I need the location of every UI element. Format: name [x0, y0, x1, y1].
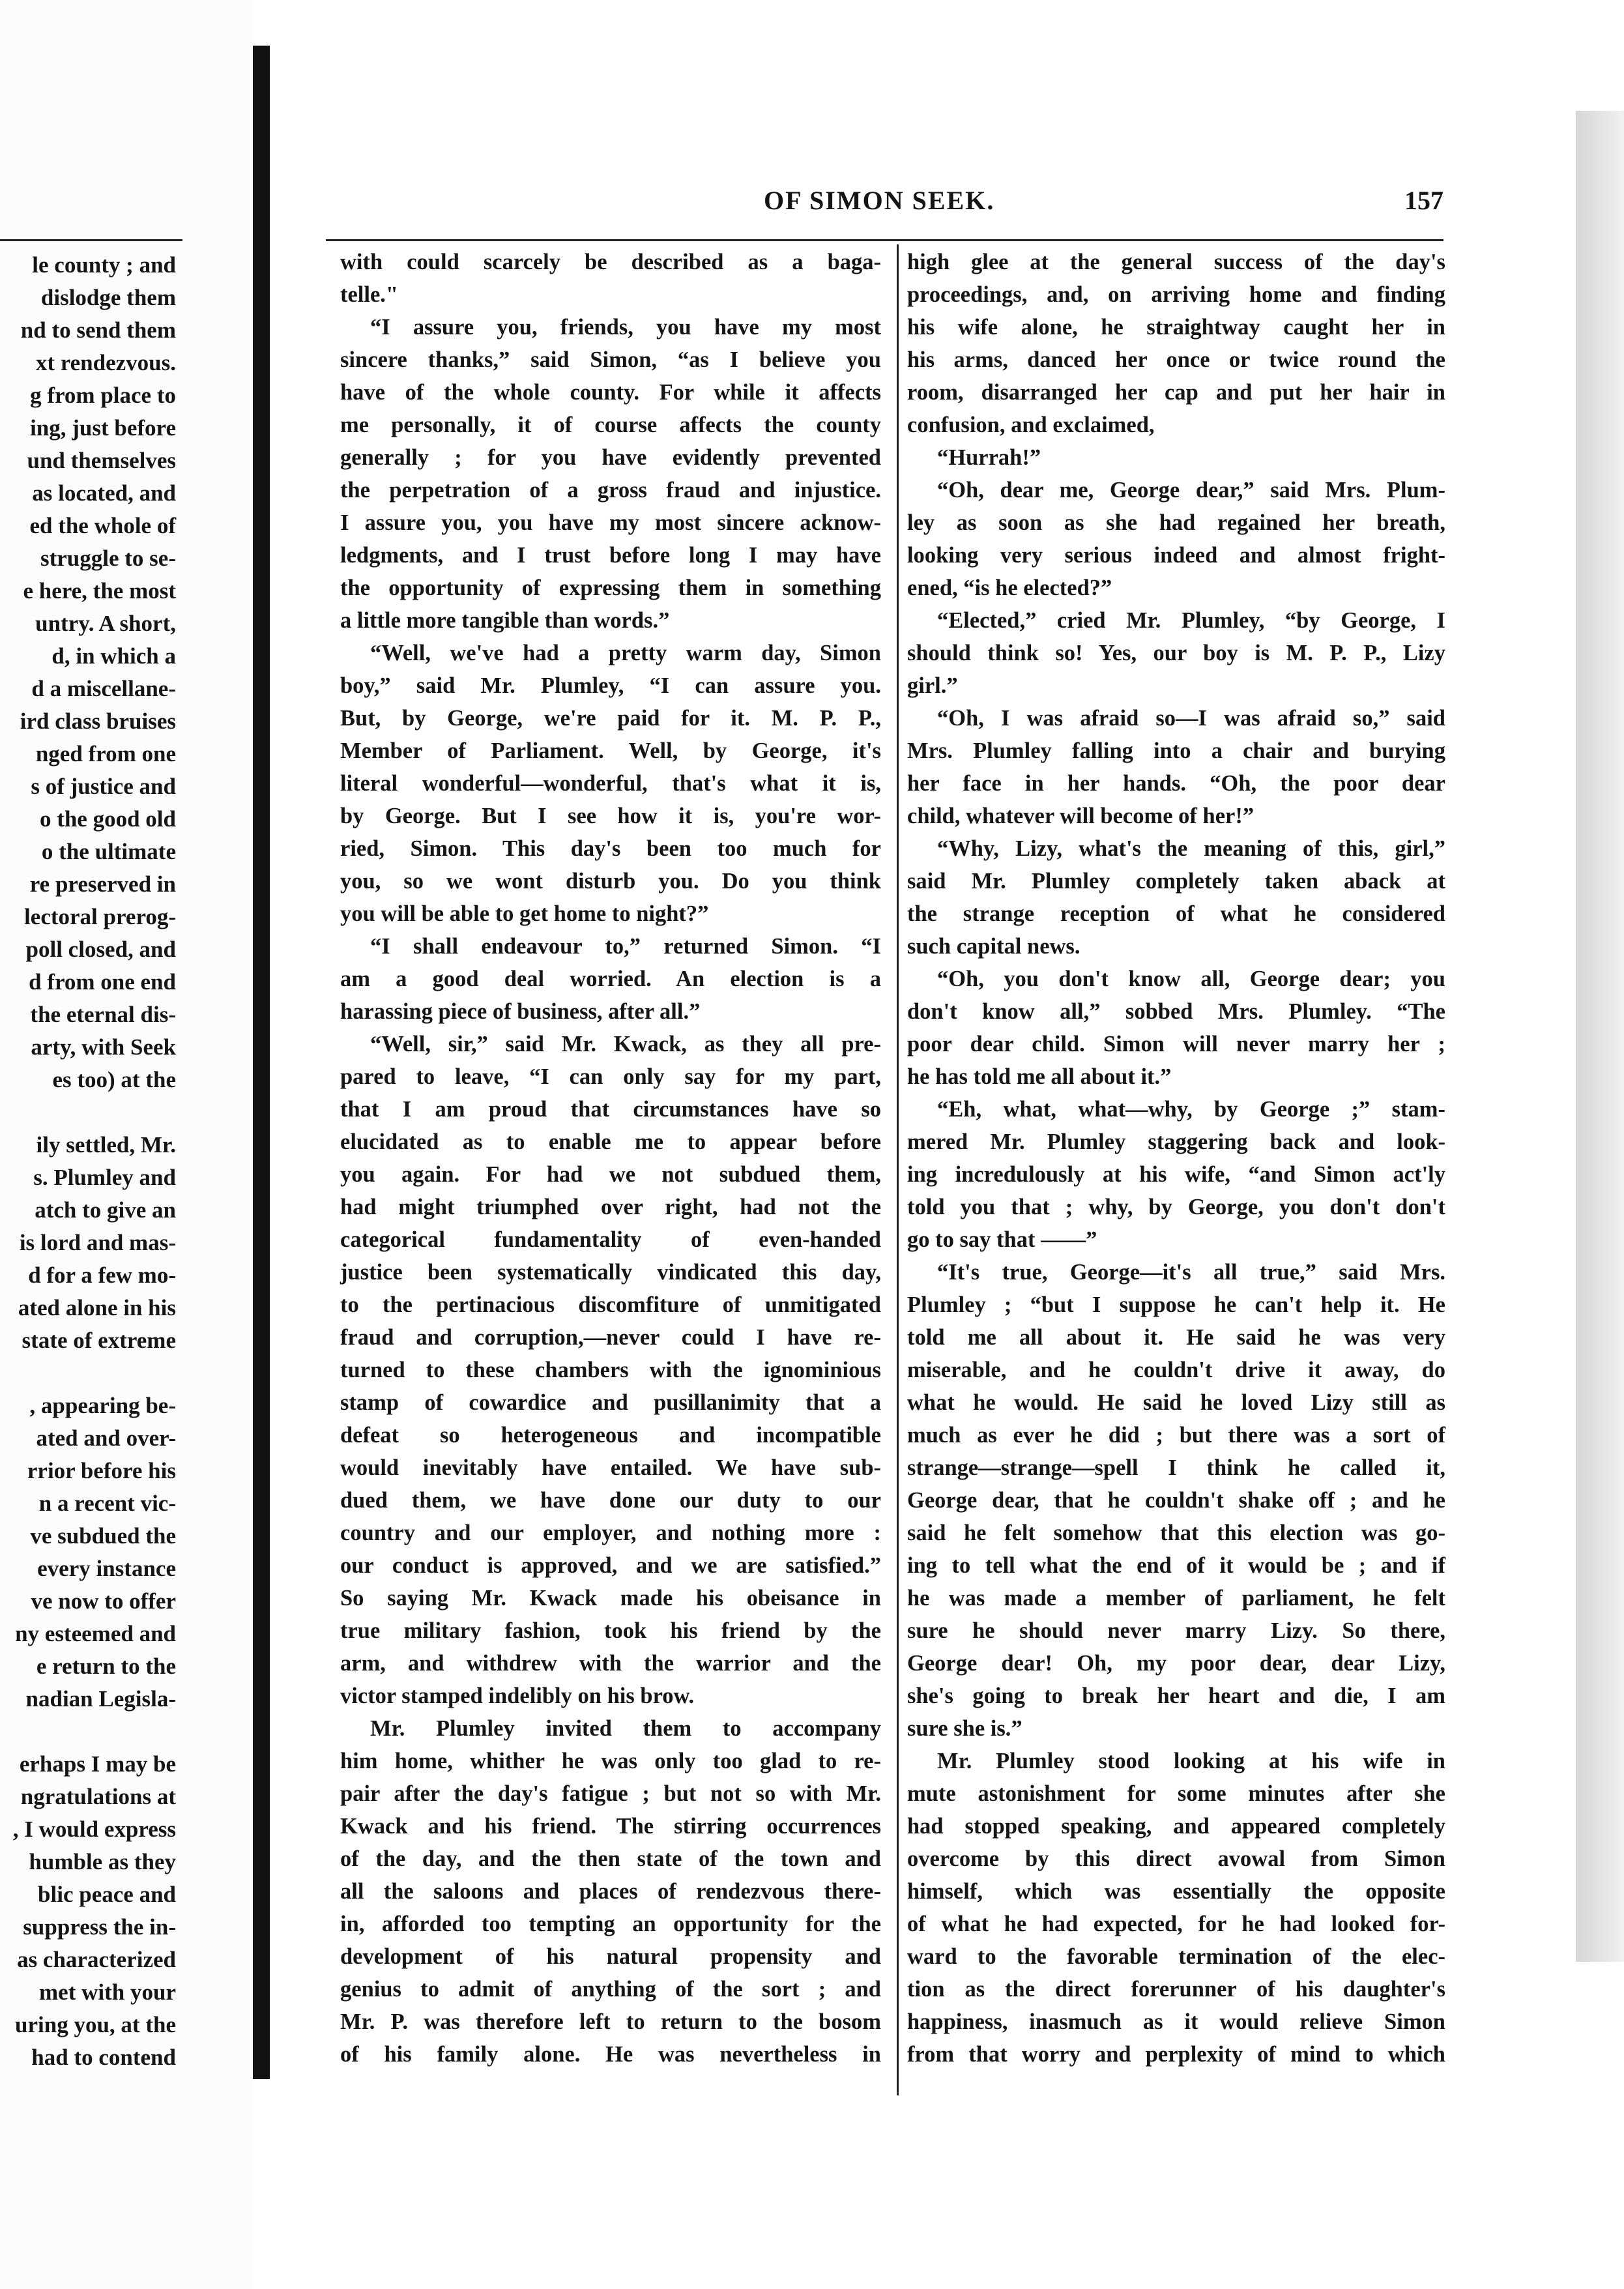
text-line: “Oh, dear me, George dear,” said Mrs. Plum- [937, 478, 1445, 503]
text-line: pared to leave, “I can only say for my part, [340, 1064, 881, 1089]
facing-page-line: nged from one [35, 741, 176, 766]
text-line: her face in her hands. “Oh, the poor dear [907, 771, 1445, 796]
text-line: genius to admit of anything of the sort ; and [340, 1977, 881, 2002]
facing-page-line: state of extreme [22, 1328, 176, 1353]
facing-page-line: d, in which a [51, 643, 176, 669]
text-line: true military fashion, took his friend by the [340, 1618, 881, 1643]
text-line: he was made a member of parliament, he felt [907, 1586, 1445, 1611]
text-line: room, disarranged her cap and put her hair in [907, 380, 1445, 405]
text-line: boy,” said Mr. Plumley, “I can assure you. [340, 673, 881, 698]
text-line: defeat so heterogeneous and incompatible [340, 1423, 881, 1448]
text-line: confusion, and exclaimed, [907, 413, 1155, 437]
column-divider [897, 244, 899, 2095]
page-edge-shadow [1576, 111, 1624, 1962]
text-line: country and our employer, and nothing more : [340, 1521, 881, 1545]
facing-page-line: d a miscellane- [31, 676, 176, 701]
facing-page-line: n a recent vic- [38, 1491, 176, 1516]
text-line: “It's true, George—it's all true,” said Mrs. [937, 1260, 1445, 1285]
text-line: a little more tangible than words.” [340, 608, 670, 633]
facing-page-rule [0, 239, 182, 241]
text-line: telle." [340, 282, 399, 307]
facing-page-line: ngratulations at [20, 1784, 176, 1809]
header-rule [326, 239, 1443, 241]
text-line: Member of Parliament. Well, by George, it's [340, 738, 881, 763]
text-line: by George. But I see how it is, you're wor- [340, 804, 881, 828]
text-line: pair after the day's fatigue ; but not so with Mr. [340, 1781, 881, 1806]
text-line: me personally, it of course affects the county [340, 413, 881, 437]
facing-page-line: ily settled, Mr. [36, 1132, 176, 1158]
facing-page-line: ve subdued the [30, 1523, 176, 1549]
text-line: said Mr. Plumley completely taken aback at [907, 869, 1445, 894]
facing-page-line: is lord and mas- [19, 1230, 176, 1255]
facing-page-line: had to contend [31, 2045, 176, 2070]
text-line: himself, which was essentially the opposite [907, 1879, 1445, 1904]
facing-page-line: nadian Legisla- [25, 1686, 176, 1712]
facing-page-line: rrior before his [27, 1458, 176, 1483]
text-line: victor stamped indelibly on his brow. [340, 1684, 695, 1708]
facing-page-line: le county ; and [32, 252, 176, 278]
page-number: 157 [1404, 186, 1443, 215]
text-line: dued them, we have done our duty to our [340, 1488, 881, 1513]
text-line: girl.” [907, 673, 958, 698]
text-line: ward to the favorable termination of the elec- [907, 1944, 1445, 1969]
text-line: Mr. Plumley invited them to accompany [370, 1716, 881, 1741]
text-line: strange—strange—spell I think he called it, [907, 1455, 1445, 1480]
text-line: Mrs. Plumley falling into a chair and burying [907, 738, 1445, 763]
facing-page-line: ated and over- [36, 1425, 176, 1451]
facing-page-line: as characterized [17, 1947, 176, 1972]
facing-page-line: s. Plumley and [33, 1165, 176, 1190]
facing-page-line: ird class bruises [20, 708, 176, 734]
text-line: told me all about it. He said he was very [907, 1325, 1445, 1350]
facing-page-line: erhaps I may be [19, 1751, 176, 1777]
facing-page-line: lectoral prerog- [24, 904, 176, 929]
text-line: So saying Mr. Kwack made his obeisance in [340, 1586, 881, 1611]
text-line: “Hurrah!” [937, 445, 1041, 470]
text-line: all the saloons and places of rendezvous there- [340, 1879, 881, 1904]
facing-page-line: ing, just before [30, 415, 176, 441]
facing-page-line: d for a few mo- [28, 1262, 176, 1288]
text-line: the opportunity of expressing them in something [340, 576, 881, 600]
text-line: categorical fundamentality of even-handed [340, 1227, 881, 1252]
text-line: go to say that ——” [907, 1227, 1097, 1252]
text-line: looking very serious indeed and almost fright- [907, 543, 1445, 568]
text-line: “I shall endeavour to,” returned Simon. “I [370, 934, 881, 959]
facing-page-line: dislodge them [40, 285, 176, 310]
text-line: But, by George, we're paid for it. M. P. P., [340, 706, 881, 731]
text-line: overcome by this direct avowal from Simon [907, 1846, 1445, 1871]
facing-page-line: xt rendezvous. [35, 350, 176, 375]
facing-page-line: d from one end [29, 969, 176, 995]
text-line: stamp of cowardice and pusillanimity that a [340, 1390, 881, 1415]
text-line: generally ; for you have evidently prevented [340, 445, 881, 470]
facing-page-line: untry. A short, [35, 611, 176, 636]
text-line: George dear! Oh, my poor dear, dear Lizy, [907, 1651, 1445, 1676]
facing-page-line: e here, the most [23, 578, 176, 604]
text-line: you again. For had we not subdued them, [340, 1162, 881, 1187]
text-line: ing to tell what the end of it would be ; and if [907, 1553, 1445, 1578]
facing-page-line: every instance [37, 1556, 176, 1581]
facing-page-line: s of justice and [31, 774, 176, 799]
facing-page-line: e return to the [36, 1654, 176, 1679]
facing-page-line: es too) at the [52, 1067, 176, 1092]
text-line: ried, Simon. This day's been too much for [340, 836, 881, 861]
text-line: told you that ; why, by George, you don't don't [907, 1195, 1445, 1219]
facing-page-line: ed the whole of [29, 513, 176, 538]
text-column-left [340, 246, 881, 2071]
facing-page-line: arty, with Seek [31, 1034, 176, 1060]
text-column-right [907, 246, 1445, 2071]
text-line: miserable, and he couldn't drive it away, do [907, 1358, 1445, 1382]
running-title: OF SIMON SEEK. [764, 186, 995, 215]
text-line: sure she is.” [907, 1716, 1022, 1741]
facing-page-line: g from place to [30, 383, 176, 408]
text-line: such capital news. [907, 934, 1080, 959]
text-line: sincere thanks,” said Simon, “as I believe you [340, 347, 881, 372]
text-line: in, afforded too tempting an opportunity for the [340, 1912, 881, 1936]
facing-page-line: re preserved in [29, 871, 176, 897]
text-line: said he felt somehow that this election was go- [907, 1521, 1445, 1545]
text-line: of what he had expected, for he had looked for- [907, 1912, 1445, 1936]
facing-page-line: as located, and [32, 480, 176, 506]
facing-page-line: uring you, at the [15, 2012, 176, 2037]
text-line: Kwack and his friend. The stirring occurrences [340, 1814, 881, 1839]
facing-page-line: poll closed, and [25, 937, 176, 962]
page-header [326, 182, 1443, 222]
text-line: George dear, that he couldn't shake off ; and he [907, 1488, 1445, 1513]
text-line: poor dear child. Simon will never marry her ; [907, 1032, 1445, 1057]
facing-page-line: o the good old [39, 806, 176, 832]
facing-page-line: nd to send them [20, 317, 176, 343]
text-line: elucidated as to enable me to appear before [340, 1130, 881, 1154]
text-line: had stopped speaking, and appeared completely [907, 1814, 1445, 1839]
facing-page-line: ve now to offer [31, 1588, 176, 1614]
facing-page-line: blic peace and [38, 1882, 176, 1907]
text-line: literal wonderful—wonderful, that's what it is, [340, 771, 881, 796]
text-line: “Eh, what, what—why, by George ;” stam- [937, 1097, 1445, 1122]
text-line: the perpetration of a gross fraud and injustice. [340, 478, 881, 503]
text-line: mute astonishment for some minutes after she [907, 1781, 1445, 1806]
text-line: “Oh, you don't know all, George dear; you [937, 967, 1445, 991]
text-line: ing incredulously at his wife, “and Simon act'ly [907, 1162, 1445, 1187]
text-line: Mr. Plumley stood looking at his wife in [937, 1749, 1445, 1773]
text-line: the strange reception of what he considered [907, 901, 1445, 926]
text-line: had might triumphed over right, had not the [340, 1195, 881, 1219]
text-line: that I am proud that circumstances have so [340, 1097, 881, 1122]
text-line: mered Mr. Plumley staggering back and look- [907, 1130, 1445, 1154]
facing-page-line: , I would express [12, 1816, 176, 1842]
text-line: “Well, we've had a pretty warm day, Simon [370, 641, 881, 665]
text-line: arm, and withdrew with the warrior and the [340, 1651, 881, 1676]
text-line: ledgments, and I trust before long I may have [340, 543, 881, 568]
text-line: his arms, danced her once or twice round the [907, 347, 1445, 372]
text-line: child, whatever will become of her!” [907, 804, 1254, 828]
text-line: Plumley ; “but I suppose he can't help it. He [907, 1292, 1445, 1317]
text-line: of his family alone. He was nevertheless in [340, 2042, 881, 2067]
text-line: “Oh, I was afraid so—I was afraid so,” said [937, 706, 1445, 731]
text-line: with could scarcely be described as a baga- [340, 250, 881, 274]
facing-page-line: ated alone in his [18, 1295, 176, 1320]
facing-page-line: met with your [39, 1979, 176, 2005]
text-line: happiness, inasmuch as it would relieve Simon [907, 2009, 1445, 2034]
text-line: development of his natural propensity and [340, 1944, 881, 1969]
text-line: should think so! Yes, our boy is M. P. P., Lizy [907, 641, 1445, 665]
text-line: would inevitably have entailed. We have sub- [340, 1455, 881, 1480]
facing-page-fragment [0, 0, 253, 2289]
text-line: I assure you, you have my most sincere acknow- [340, 510, 881, 535]
text-line: “Well, sir,” said Mr. Kwack, as they all pre- [370, 1032, 881, 1057]
text-line: he has told me all about it.” [907, 1064, 1172, 1089]
text-line: from that worry and perplexity of mind to which [907, 2042, 1445, 2067]
text-line: ley as soon as she had regained her breath, [907, 510, 1445, 535]
text-line: what he would. He said he loved Lizy still as [907, 1390, 1445, 1415]
facing-page-line: o the ultimate [41, 839, 176, 864]
text-line: Mr. P. was therefore left to return to the bosom [340, 2009, 881, 2034]
text-line: to the pertinacious discomfiture of unmitigated [340, 1292, 881, 1317]
text-line: tion as the direct forerunner of his daughter's [907, 1977, 1445, 2002]
text-line: turned to these chambers with the ignominious [340, 1358, 881, 1382]
facing-page-line: the eternal dis- [30, 1002, 176, 1027]
text-line: proceedings, and, on arriving home and finding [907, 282, 1445, 307]
text-line: am a good deal worried. An election is a [340, 967, 881, 991]
text-line: fraud and corruption,—never could I have re- [340, 1325, 881, 1350]
facing-page-line: ny esteemed and [15, 1621, 176, 1646]
text-line: don't know all,” sobbed Mrs. Plumley. “The [907, 999, 1445, 1024]
book-gutter [253, 46, 270, 2079]
text-line: much as ever he did ; but there was a sort of [907, 1423, 1445, 1448]
text-line: our conduct is approved, and we are satisfied.” [340, 1553, 881, 1578]
text-line: have of the whole county. For while it affects [340, 380, 881, 405]
text-line: harassing piece of business, after all.” [340, 999, 701, 1024]
facing-page-line: struggle to se- [40, 546, 176, 571]
text-line: she's going to break her heart and die, I am [907, 1684, 1445, 1708]
text-line: of the day, and the then state of the town and [340, 1846, 881, 1871]
text-line: sure he should never marry Lizy. So there, [907, 1618, 1445, 1643]
facing-page-line: humble as they [29, 1849, 176, 1874]
text-line: his wife alone, he straightway caught her in [907, 315, 1445, 340]
text-line: “Why, Lizy, what's the meaning of this, girl,” [937, 836, 1445, 861]
text-line: ened, “is he elected?” [907, 576, 1112, 600]
facing-page-line: , appearing be- [29, 1393, 176, 1418]
facing-page-line: atch to give an [35, 1197, 176, 1223]
text-line: him home, whither he was only too glad to re- [340, 1749, 881, 1773]
facing-page-line: und themselves [27, 448, 176, 473]
facing-page-line: suppress the in- [23, 1914, 176, 1940]
text-line: you will be able to get home to night?” [340, 901, 709, 926]
text-line: “Elected,” cried Mr. Plumley, “by George, I [937, 608, 1445, 633]
text-line: high glee at the general success of the day's [907, 250, 1445, 274]
text-line: “I assure you, friends, you have my most [370, 315, 881, 340]
text-line: you, so we wont disturb you. Do you think [340, 869, 881, 894]
text-line: justice been systematically vindicated this day, [340, 1260, 881, 1285]
